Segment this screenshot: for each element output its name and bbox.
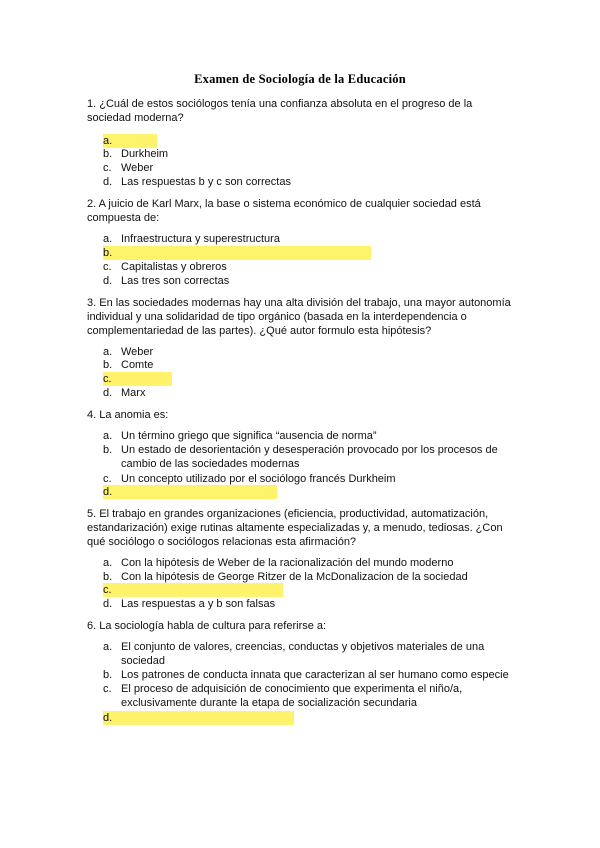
answer-option bbox=[103, 246, 513, 260]
answer-option bbox=[103, 556, 513, 570]
option-text bbox=[121, 134, 513, 148]
option-text: Los patrones de conducta innata que caracterizan al ser humano como especie bbox=[121, 669, 509, 681]
option-text: Un concepto utilizado por el sociólogo francés Durkheim bbox=[121, 473, 396, 485]
option-letter: c. bbox=[103, 683, 112, 695]
question-3: 3. En las sociedades modernas hay una alta división del trabajo, una mayor autonomía individual y una solidaridad de tipo orgánico (basada en la interdependencia o complementariedad de las partes). ¿Qué autor formulo esta hipótesis? bbox=[87, 297, 511, 337]
answer-option bbox=[103, 472, 513, 486]
answer-option bbox=[103, 711, 513, 725]
highlight-band bbox=[103, 485, 277, 499]
option-letter: d. bbox=[103, 598, 113, 610]
answer-option bbox=[103, 358, 513, 372]
option-text: Con la hipótesis de George Ritzer de la McDonalizacion de la sociedad bbox=[121, 571, 468, 583]
option-letter: a. bbox=[103, 557, 113, 569]
option-letter: a. bbox=[103, 641, 113, 653]
option-text: Infraestructura y superestructura bbox=[121, 233, 280, 245]
answer-option bbox=[103, 597, 513, 611]
answer-option bbox=[103, 260, 513, 274]
option-letter: a. bbox=[103, 233, 113, 245]
answer-option bbox=[103, 429, 513, 443]
highlight-band bbox=[103, 246, 371, 260]
option-text: Durkheim bbox=[121, 148, 169, 160]
option-letter: b. bbox=[103, 571, 113, 583]
option-text: Las tres son correctas bbox=[121, 275, 230, 287]
answer-option bbox=[103, 583, 513, 597]
answer-option bbox=[103, 147, 513, 161]
answer-option bbox=[103, 274, 513, 288]
answer-option bbox=[103, 175, 513, 189]
highlight-band bbox=[103, 711, 294, 725]
option-letter: a. bbox=[103, 346, 113, 358]
question-1: 1. ¿Cuál de estos sociólogos tenía una confianza absoluta en el progreso de la sociedad moderna? bbox=[87, 98, 473, 124]
option-text: Weber bbox=[121, 346, 154, 358]
option-letter: a. bbox=[103, 430, 113, 442]
option-text: Marx bbox=[121, 387, 146, 399]
option-text: Weber bbox=[121, 162, 154, 174]
option-text: Con la hipótesis de Weber de la racionalización del mundo moderno bbox=[121, 557, 454, 569]
option-letter: c. bbox=[103, 261, 112, 273]
answer-option bbox=[103, 134, 513, 148]
option-text: Capitalistas y obreros bbox=[121, 261, 227, 273]
option-letter: b. bbox=[103, 669, 113, 681]
option-letter: d. bbox=[103, 712, 113, 724]
option-text: El conjunto de valores, creencias, conductas y objetivos materiales de una sociedad bbox=[121, 641, 485, 667]
option-letter: d. bbox=[103, 176, 113, 188]
option-letter: d. bbox=[103, 486, 113, 498]
answer-option bbox=[103, 640, 513, 668]
option-text: Un estado de desorientación y desesperación provocado por los procesos de cambio de las sociedades modernas bbox=[121, 444, 498, 470]
option-text: Las respuestas b y c son correctas bbox=[121, 176, 291, 188]
question-5: 5. El trabajo en grandes organizaciones (eficiencia, productividad, automatización, estandarización) exige rutinas altamente especializadas y, a menudo, tediosas. ¿Con qué sociólogo o sociólogos relacionas esta afirmación? bbox=[87, 508, 503, 548]
option-letter: b. bbox=[103, 359, 113, 371]
answer-option bbox=[103, 386, 513, 400]
option-text: Comte bbox=[121, 359, 154, 371]
answer-option bbox=[103, 485, 513, 499]
page-title: Examen de Sociología de la Educación bbox=[194, 72, 406, 86]
option-letter: b. bbox=[103, 148, 113, 160]
highlight-band bbox=[103, 372, 172, 386]
answer-option bbox=[103, 682, 513, 710]
answer-option bbox=[103, 668, 513, 682]
option-letter: d. bbox=[103, 275, 113, 287]
option-text: Las respuestas a y b son falsas bbox=[121, 598, 276, 610]
answer-option bbox=[103, 372, 513, 386]
answer-option bbox=[103, 232, 513, 246]
question-6: 6. La sociología habla de cultura para referirse a: bbox=[87, 620, 327, 632]
option-text: El proceso de adquisición de conocimiento que experimenta el niño/a, exclusivamente durante la etapa de socialización secundaria bbox=[121, 683, 463, 709]
option-text bbox=[121, 372, 513, 386]
option-letter: b. bbox=[103, 444, 113, 456]
question-2: 2. A juicio de Karl Marx, la base o sistema económico de cualquier sociedad está compuesta de: bbox=[87, 198, 481, 224]
option-letter: b. bbox=[103, 247, 113, 259]
answer-option bbox=[103, 443, 513, 471]
option-letter: a. bbox=[103, 135, 113, 147]
highlight-band bbox=[103, 583, 283, 597]
answer-option bbox=[103, 570, 513, 584]
question-4: 4. La anomia es: bbox=[87, 409, 169, 421]
option-letter: c. bbox=[103, 584, 112, 596]
option-letter: d. bbox=[103, 387, 113, 399]
option-letter: c. bbox=[103, 473, 112, 485]
option-letter: c. bbox=[103, 373, 112, 385]
option-text: Un término griego que significa “ausencia de norma” bbox=[121, 430, 377, 442]
option-letter: c. bbox=[103, 162, 112, 174]
answer-option bbox=[103, 161, 513, 175]
answer-option bbox=[103, 345, 513, 359]
